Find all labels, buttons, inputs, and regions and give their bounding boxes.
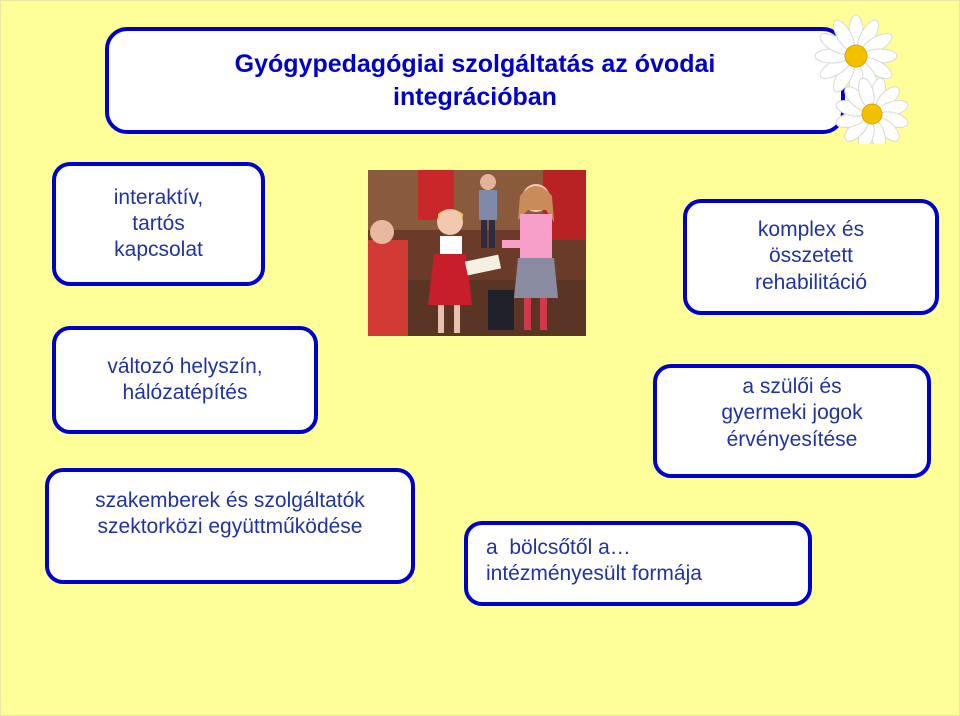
box-text-line: a bölcsőtől a…: [486, 536, 631, 559]
box-text-line: összetett: [768, 244, 854, 268]
daisy-flower-icon: [800, 14, 920, 144]
title-line-2: integrációban: [393, 82, 557, 111]
title-box: [105, 27, 845, 134]
box-text-line: komplex és: [757, 218, 865, 241]
box-changing-location: [52, 326, 318, 434]
box-interactive-relationship: [52, 162, 265, 286]
box-text-line: interaktív,: [113, 185, 204, 209]
box-text-line: szakemberek és szolgáltatók: [95, 489, 365, 512]
box-text-line: szektorközi együttműködése: [97, 515, 363, 539]
box-text-line: a szülői és: [742, 375, 842, 398]
box-text-line: gyermeki jogok: [721, 401, 863, 425]
box-text-line: intézményesült formája: [486, 562, 702, 586]
box-text-line: érvényesítése: [726, 427, 858, 451]
box-text-line: hálózatépítés: [122, 381, 248, 404]
box-text-line: tartós: [132, 211, 185, 235]
title-line-1: Gyógypedagógiai szolgáltatás az óvodai: [234, 50, 716, 78]
children-photo: [368, 170, 586, 336]
box-text-line: változó helyszín,: [107, 354, 263, 378]
box-from-cradle: [464, 521, 812, 606]
box-parent-child-rights: [653, 364, 931, 478]
box-text-line: kapcsolat: [114, 238, 203, 262]
box-text-line: rehabilitáció: [754, 270, 868, 294]
box-professionals-cooperation: [45, 468, 415, 584]
box-complex-rehabilitation: [683, 199, 939, 315]
